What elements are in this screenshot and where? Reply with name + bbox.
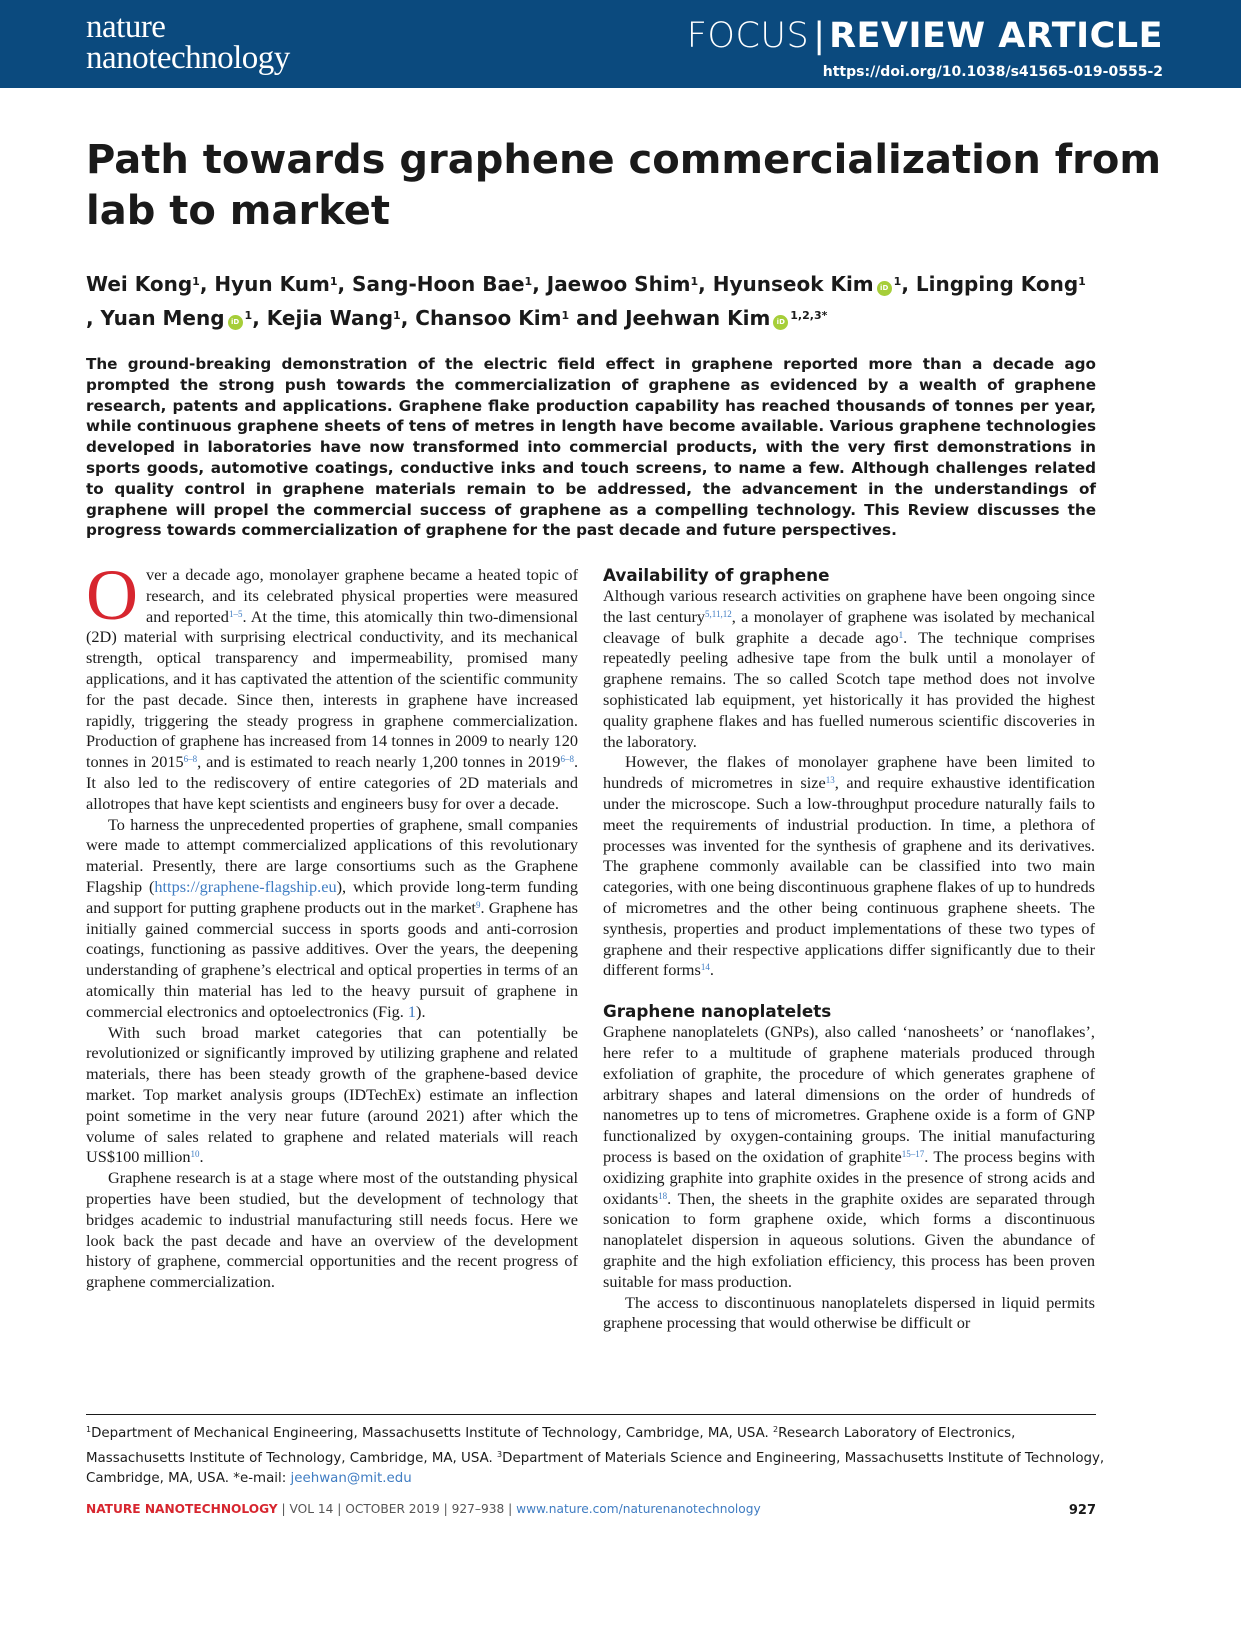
drop-cap: O [86,555,138,635]
author-name[interactable]: , Sang-Hoon Bae [337,272,525,296]
affiliation-sup: 1 [1078,275,1086,288]
author-name[interactable]: , Chansoo Kim [400,306,562,330]
body-paragraph: Graphene nanoplatelets (GNPs), also called ‘nanosheets’ or ‘nanoflakes’, here refer to a multitude of graphene materials produced through exfoliation of graphite, the procedure of which generates graphene of arbitrary shapes and lateral dimensions on the order of hundreds of nanometres up to tens of micrometres. Graphene oxide is a form of GNP functionalized by oxygen-containing groups. The initial manufacturing process is based on the oxidation of graphite$^{15-17}$. The process begins with oxidizing graphite into graphite oxides in the presence of strong acids and oxidants$^{18}$. Then, the sheets in the graphite oxides are separated through sonication to form graphene oxide, which forms a discontinuous nanoplatelet dispersion in aqueous solutions. Given the abundance of graphite and the high exfoliation efficiency, this process has been proven suitable for mass production. [603,1022,1095,1291]
section-heading: Graphene nanoplatelets [603,1001,832,1022]
citation-link[interactable]: 6–8 [560,754,574,765]
affiliation-sup: 1,2,3* [790,309,828,322]
affiliation-sup: 1 [329,275,338,288]
affiliation-sup: 1 [893,275,902,288]
affiliations: $^1$Department of Mechanical Engineering, Massachusetts Institute of Technology, Cambridge, MA, USA. $^2$Research Laboratory of Electronics, Massachusetts Institute of Technology, Cambridge, MA, USA. $^3$Department of Materials Science and Engineering, Massachusetts Institute of Technology, Cambridge, MA, USA. *e-mail: jeehwan@mit.edu [86,1425,1105,1486]
author-name[interactable]: , Hyun Kum [199,272,330,296]
affiliation-sup: 1 [524,275,533,288]
body-paragraph: Graphene research is at a stage where most of the outstanding physical properties have been studied, but the development of technology that bridges academic to industrial manufacturing still needs focus. Here we look back the past decade and have an overview of the development history of graphene, commercial opportunities and the recent progress of graphene commercialization. [86,1168,578,1292]
affiliation-sup: 1 [561,309,570,322]
body-paragraph: However, the flakes of monolayer graphene have been limited to hundreds of micrometres in size$^{13}$, and require exhaustive identification under the microscope. Such a low-throughput procedure naturally fails to meet the requirements of industrial production. In time, a plethora of processes was invented for the synthesis of graphene and its derivatives. The graphene commonly available can be classified into two main categories, with one being discontinuous graphene flakes of up to hundreds of micrometres and the other being continuous graphene sheets. The synthesis, properties and product implementations of these two types of graphene and their respective applications differ significantly due to their different forms$^{14}$. [603,752,1095,980]
body-paragraph: Over a decade ago, monolayer graphene became a heated topic of research, and its celebrated physical properties were measured and reported$^{1-5}$. At the time, this atomically thin two-dimensional (2D) material with surprising electrical conductivity, and its mechanical strength, optical transparency and impermeability, promised many applications, and it has captivated the attention of the scientific community for the past decade. Since then, interests in graphene have increased rapidly, triggering the steady progress in graphene commercialization. Production of graphene has increased from 14 tonnes in 2009 to nearly 120 tonnes in 2015$^{6-8}$, and is estimated to reach nearly 1,200 tonnes in 2019$^{6-8}$. It also led to the rediscovery of entire categories of 2D materials and allotropes that have kept scientists and engineers busy for over a decade. [86,555,579,813]
citation-link[interactable]: 10 [190,1149,200,1160]
flagship-link[interactable]: https://graphene-flagship.eu [154,876,337,896]
citation-link[interactable]: 1–5 [228,608,243,619]
author-name[interactable]: , Jaewoo Shim [532,272,691,296]
page-footer [86,1502,761,1516]
citation-link[interactable]: 15–17 [901,1148,925,1159]
author-name[interactable]: , Hyunseok Kim [698,272,874,296]
affiliation-sup: 1 [192,275,200,288]
journal-logo[interactable] [86,9,290,76]
journal-header [0,0,1241,88]
author-name[interactable]: , Lingping Kong [901,272,1079,296]
citation-link[interactable]: 13 [825,775,835,786]
body-paragraph: With such broad market categories that can potentially be revolutionized or significantly improved by utilizing graphene and related materials, there has been steady growth of the graphene-based device market. Top market analysis groups (IDTechEx) estimate an inflection point sometime in the very near future (around 2021) after which the volume of sales related to graphene and related materials will reach US$100 million$^{10}$. [86,1022,578,1167]
footer-details: | VOL 14 | OCTOBER 2019 | 927–938 | [277,1502,517,1516]
journal-url-link[interactable]: www.nature.com/naturenanotechnology [516,1502,761,1516]
orcid-icon[interactable]: iD [773,315,788,330]
citation-link[interactable]: 5,11,12 [705,608,732,619]
article-title: Path towards graphene commercialization from lab to market [86,137,1162,234]
section-type: REVIEW ARTICLE [829,16,1163,56]
footer-journal: NATURE NANOTECHNOLOGY [86,1502,278,1516]
section-heading: Availability of graphene [603,565,830,585]
section-separator: | [813,16,826,56]
author-name[interactable]: and Jeehwan Kim [569,306,771,330]
body-column-left [86,555,579,1293]
body-column-right [603,565,1095,1334]
author-name[interactable]: Wei Kong [86,272,193,296]
author-name[interactable]: , Yuan Meng [86,306,225,330]
body-paragraph: The access to discontinuous nanoplatelets dispersed in liquid permits graphene processing that would otherwise be difficult or [603,1292,1095,1333]
affiliation-sup: 1 [393,309,401,322]
abstract: The ground-breaking demonstration of the electric field effect in graphene reported more than a decade ago prompted the strong push towards the commercialization of graphene as evidenced by a wealth of graphene research, patents and applications. Graphene flake production capability has reached thousands of tonnes per year, while continuous graphene sheets of tens of metres in length have become available. Various graphene technologies developed in laboratories have now transformed into commercial products, with the very first demonstrations in sports goods, automotive coatings, conductive inks and touch screens, to name a few. Although challenges related to quality control in graphene materials remain to be addressed, the advancement in the understandings of graphene will propel the commercial success of graphene as a compelling technology. This Review discusses the progress towards commercialization of graphene for the past decade and future perspectives. [86,355,1096,540]
author-name[interactable]: , Kejia Wang [252,306,394,330]
figure-link[interactable]: 1 [407,1001,417,1021]
brand-line-2: nanotechnology [86,40,290,76]
orcid-icon[interactable]: iD [877,281,892,296]
body-paragraph: To harness the unprecedented properties of graphene, small companies were made to attempt commercialized applications of this revolutionary material. Presently, there are large consortiums such as the Graphene Flagship (https://graphene-flagship.eu), which provide long-term funding and support for putting graphene products out in the market$^9$. Graphene has initially gained commercial success in sports goods and anti-corrosion coatings, functioning as passive additives. Over the years, the deepening understanding of graphene’s electrical and optical properties in terms of an atomically thin material has led to the heavy pursuit of graphene in commercial electronics and optoelectronics (Fig. 1). [86,814,578,1021]
section-label [687,16,1163,56]
affiliation-sup: 1 [244,309,253,322]
citation-link[interactable]: 6–8 [183,754,198,765]
citation-link[interactable]: 1 [898,629,904,640]
citation-link[interactable]: 18 [658,1190,668,1201]
citation-link[interactable]: 14 [700,962,710,973]
author-list [86,266,1166,334]
section-focus: FOCUS [686,16,810,56]
orcid-icon[interactable]: iD [228,315,243,330]
email-link[interactable]: jeehwan@mit.edu [290,1471,412,1486]
affiliation-sup: 1 [690,275,699,288]
citation-link[interactable]: 9 [475,899,481,910]
corresponding-mark: * [821,309,828,322]
body-paragraph: Although various research activities on graphene have been ongoing since the last century$^{5,11,12}$, a monolayer of graphene was isolated by mechanical cleavage of bulk graphite a decade ago$^1$. The technique comprises repeatedly peeling adhesive tape from the bulk until a monolayer of graphene remains. The so called Scotch tape method does not involve sophisticated lab equipment, yet historically it has provided the highest quality graphene flakes and has fuelled numerous scientific discoveries in the laboratory. [603,586,1096,751]
doi-link[interactable]: https://doi.org/10.1038/s41565-019-0555-2 [822,64,1163,80]
page-number: 927 [1068,1503,1096,1518]
footnote-divider [86,1414,1096,1415]
brand-line-1: nature [86,9,166,45]
